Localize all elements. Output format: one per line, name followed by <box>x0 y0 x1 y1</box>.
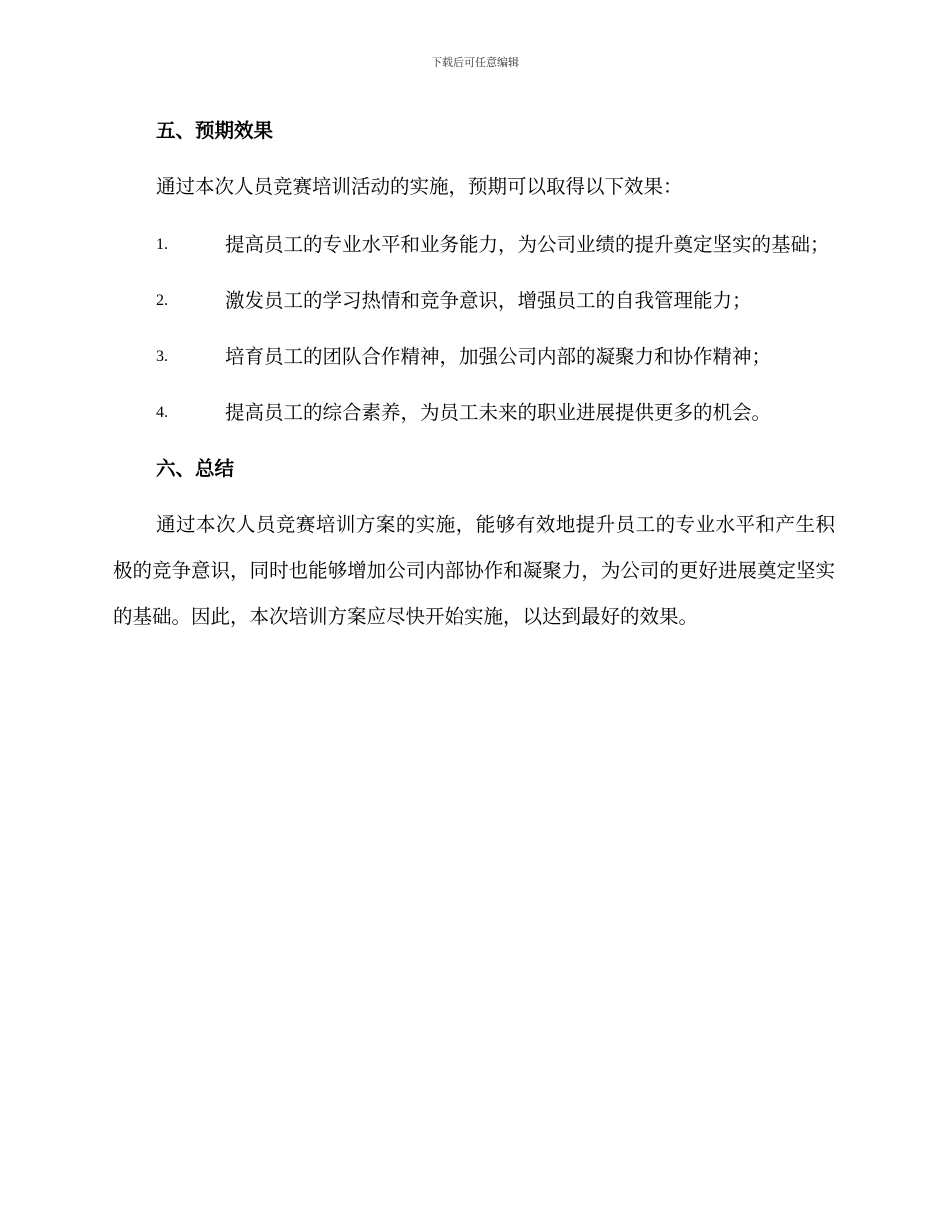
list-item <box>113 390 835 436</box>
list-number: 2. <box>156 292 168 309</box>
list-number: 4. <box>156 404 168 421</box>
list-text: 激发员工的学习热情和竞争意识，增强员工的自我管理能力； <box>225 289 752 312</box>
list-item <box>113 278 835 324</box>
section-heading-summary: 六、总结 <box>156 457 235 480</box>
document-body <box>113 108 835 640</box>
header-note: 下载后可任意编辑 <box>431 56 519 69</box>
list-text: 提高员工的专业水平和业务能力，为公司业绩的提升奠定坚实的基础； <box>225 233 830 256</box>
list-item <box>113 334 835 380</box>
list-text: 培育员工的团队合作精神，加强公司内部的凝聚力和协作精神； <box>225 345 772 368</box>
section-heading-effects: 五、预期效果 <box>156 119 274 142</box>
summary-body: 通过本次人员竞赛培训方案的实施，能够有效地提升员工的专业水平和产生积极的竞争意识，同时也能够增加公司内部协作和凝聚力，为公司的更好进展奠定坚实的基础。因此，本次培训方案应尽快开始实施，以达到最好的效果。 <box>113 513 835 628</box>
list-text: 提高员工的综合素养，为员工未来的职业进展提供更多的机会。 <box>225 401 772 424</box>
list-number: 3. <box>156 348 168 365</box>
list-item <box>113 222 835 268</box>
list-number: 1. <box>156 236 168 253</box>
effects-intro: 通过本次人员竞赛培训活动的实施，预期可以取得以下效果： <box>156 175 683 198</box>
